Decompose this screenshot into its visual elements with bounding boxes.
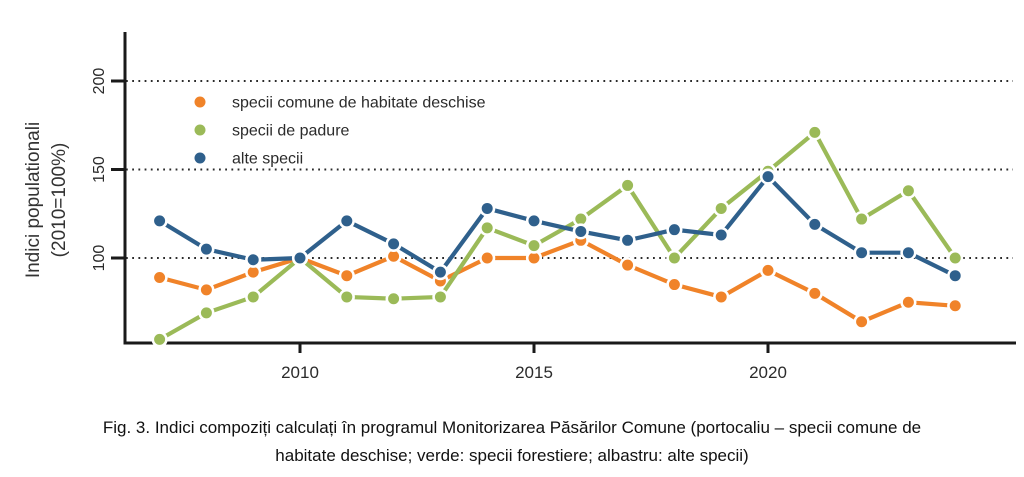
data-point-s3-2007 xyxy=(153,214,167,228)
data-point-s3-2010 xyxy=(293,251,307,265)
data-point-s2-2013 xyxy=(434,290,448,304)
data-point-s2-2007 xyxy=(153,333,167,347)
data-point-s2-2019 xyxy=(714,202,728,216)
data-point-s3-2016 xyxy=(574,225,588,239)
data-point-s3-2024 xyxy=(948,269,962,283)
y-axis-title-line-2: (2010=100%) xyxy=(49,142,71,258)
data-point-s3-2023 xyxy=(902,246,916,260)
y-axis-title-line-1: Indici populationali xyxy=(23,121,45,279)
y-tick-label-100: 100 xyxy=(91,244,109,272)
data-point-s2-2015 xyxy=(527,239,541,253)
y-tick-label-150: 150 xyxy=(91,156,109,183)
data-point-s1-2021 xyxy=(808,287,822,301)
data-point-s2-2014 xyxy=(480,221,494,235)
data-point-s2-2024 xyxy=(948,251,962,265)
data-point-s1-2024 xyxy=(948,299,962,313)
x-tick-label-2010: 2010 xyxy=(281,363,319,382)
series-line-3 xyxy=(160,177,956,276)
legend-dot-3 xyxy=(195,153,206,164)
data-point-s2-2008 xyxy=(200,306,214,320)
legend-label-1: specii comune de habitate deschise xyxy=(232,94,486,112)
data-point-s1-2020 xyxy=(761,264,775,278)
legend-dot-2 xyxy=(195,125,206,136)
data-point-s1-2019 xyxy=(714,290,728,304)
data-point-s3-2017 xyxy=(621,234,635,248)
data-point-s1-2008 xyxy=(200,283,214,297)
data-point-s1-2022 xyxy=(855,315,869,329)
data-point-s3-2020 xyxy=(761,170,775,184)
data-point-s2-2023 xyxy=(902,184,916,198)
data-point-s3-2009 xyxy=(246,253,260,267)
data-point-s2-2012 xyxy=(387,292,401,306)
data-point-s3-2008 xyxy=(200,242,214,256)
data-point-s2-2022 xyxy=(855,212,869,226)
series-line-1 xyxy=(160,240,956,321)
figure-caption xyxy=(0,414,1024,470)
data-point-s2-2011 xyxy=(340,290,354,304)
caption-line-2: habitate deschise; verde: specii forestiere; albastru: alte specii) xyxy=(275,446,749,465)
data-point-s1-2018 xyxy=(668,278,682,292)
data-point-s3-2022 xyxy=(855,246,869,260)
data-point-s1-2014 xyxy=(480,251,494,265)
data-point-s1-2007 xyxy=(153,271,167,285)
y-tick-label-200: 200 xyxy=(91,67,109,95)
data-point-s3-2013 xyxy=(434,265,448,279)
data-point-s2-2009 xyxy=(246,290,260,304)
data-point-s1-2023 xyxy=(902,295,916,309)
data-point-s2-2017 xyxy=(621,179,635,193)
data-point-s3-2018 xyxy=(668,223,682,237)
data-point-s3-2011 xyxy=(340,214,354,228)
x-tick-label-2020: 2020 xyxy=(749,363,787,382)
data-point-s2-2018 xyxy=(668,251,682,265)
data-point-s2-2021 xyxy=(808,126,822,140)
caption-line-1: Fig. 3. Indici compoziți calculați în programul Monitorizarea Păsărilor Comune (portocaliu – specii comune de xyxy=(102,418,922,437)
legend-label-2: specii de padure xyxy=(232,122,350,140)
data-point-s3-2021 xyxy=(808,218,822,232)
x-tick-label-2015: 2015 xyxy=(515,363,553,382)
data-point-s3-2015 xyxy=(527,214,541,228)
legend-dot-1 xyxy=(195,97,206,108)
data-point-s3-2014 xyxy=(480,202,494,216)
data-point-s3-2019 xyxy=(714,228,728,242)
data-point-s3-2012 xyxy=(387,237,401,251)
legend-label-3: alte specii xyxy=(232,150,304,168)
data-point-s1-2017 xyxy=(621,258,635,272)
data-point-s1-2011 xyxy=(340,269,354,283)
